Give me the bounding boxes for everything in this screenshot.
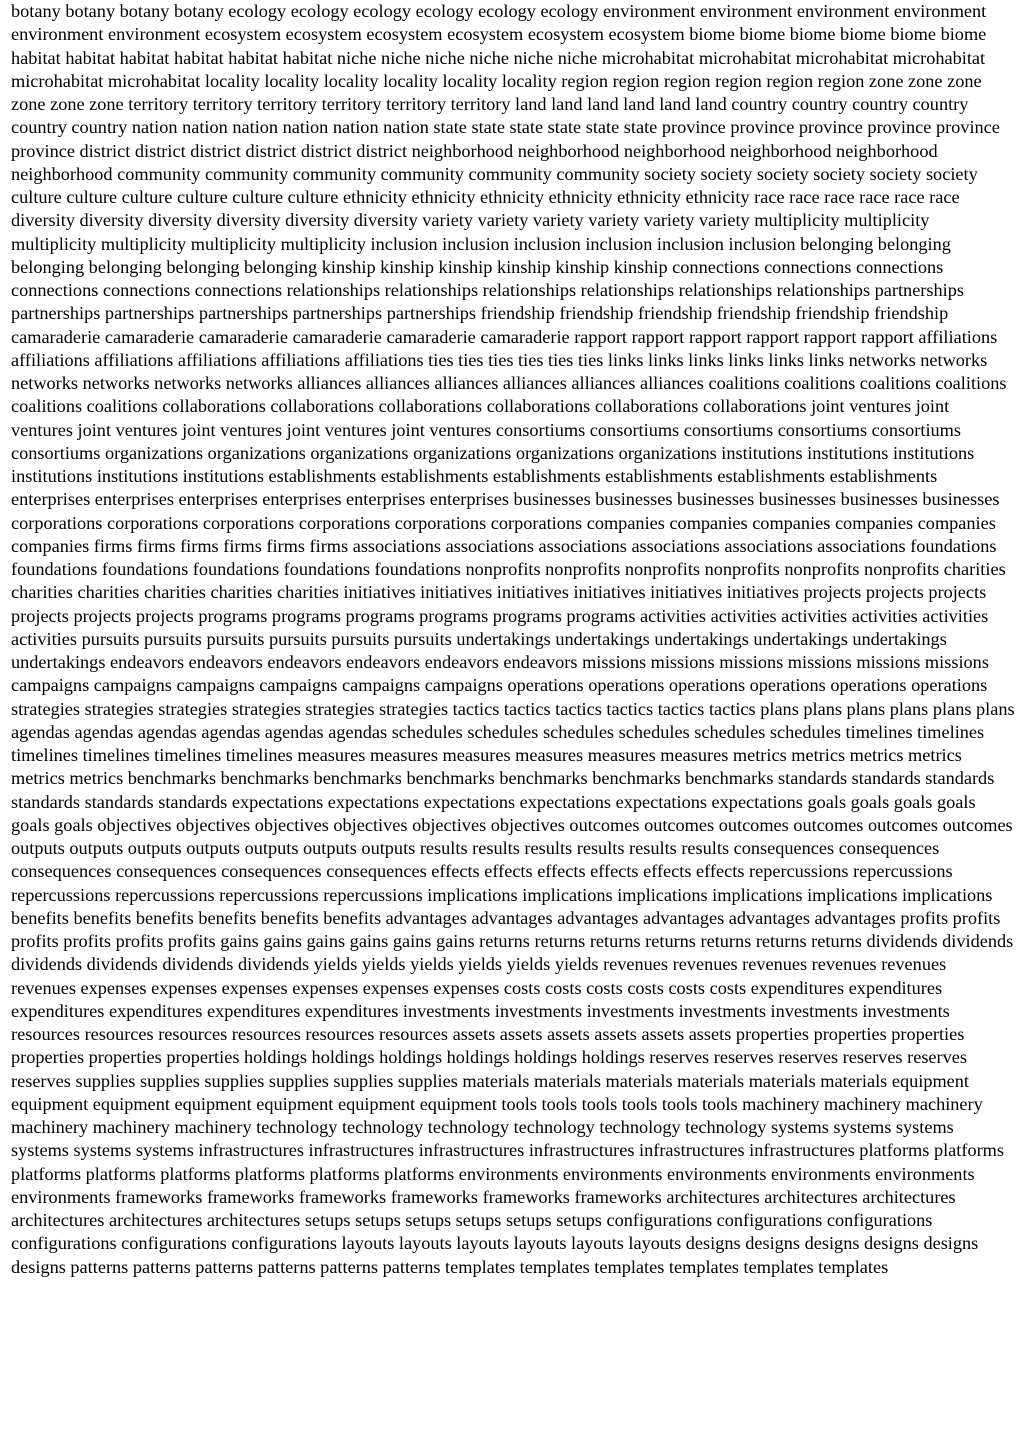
body-text: botany botany botany botany ecology ecology ecology ecology ecology ecology environment environment environment environment environment environment ecosystem ecosystem ecosystem ecosystem ecosystem ecosystem biome biome biome biome biome biome habitat habitat habitat habitat habitat habitat niche niche niche niche niche niche microhabitat microhabitat microhabitat microhabitat microhabitat microhabitat locality locality locality locality locality locality region region region region region region zone zone zone zone zone zone territory territory territory territory territory territory land land land land land land country country country country country country nation nation nation nation nation nation state state state state state state province province province province province province district district district district district district neighborhood neighborhood neighborhood neighborhood neighborhood neighborhood community community community community community community society society society society society society culture culture culture culture culture culture ethnicity ethnicity ethnicity ethnicity ethnicity ethnicity race race race race race race diversity diversity diversity diversity diversity diversity variety variety variety variety variety variety multiplicity multiplicity multiplicity multiplicity multiplicity multiplicity inclusion inclusion inclusion inclusion inclusion inclusion belonging belonging belonging belonging belonging belonging kinship kinship kinship kinship kinship kinship connections connections connections connections connections connections relationships relationships relationships relationships relationships relationships partnerships partnerships partnerships partnerships partnerships partnerships friendship friendship friendship friendship friendship friendship camaraderie camaraderie camaraderie camaraderie camaraderie camaraderie rapport rapport rapport rapport rapport rapport affiliations affiliations affiliations affiliations affiliations affiliations ties ties ties ties ties ties links links links links links links networks networks networks networks networks networks alliances alliances alliances alliances alliances alliances coalitions coalitions coalitions coalitions coalitions coalitions collaborations collaborations collaborations collaborations collaborations collaborations joint ventures joint ventures joint ventures joint ventures joint ventures joint ventures consortiums consortiums consortiums consortiums consortiums consortiums organizations organizations organizations organizations organizations organizations institutions institutions institutions institutions institutions institutions establishments establishments establishments establishments establishments establishments enterprises enterprises enterprises enterprises enterprises enterprises businesses businesses businesses businesses businesses businesses corporations corporations corporations corporations corporations corporations companies companies companies companies companies companies firms firms firms firms firms firms associations associations associations associations associations associations foundations foundations foundations foundations foundations foundations nonprofits nonprofits nonprofits nonprofits nonprofits nonprofits charities charities charities charities charities charities initiatives initiatives initiatives initiatives initiatives initiatives projects projects projects projects projects projects programs programs programs programs programs programs activities activities activities activities activities activities pursuits pursuits pursuits pursuits pursuits pursuits undertakings undertakings undertakings undertakings undertakings undertakings endeavors endeavors endeavors endeavors endeavors endeavors missions missions missions missions missions missions campaigns campaigns campaigns campaigns campaigns campaigns operations operations operations operations operations operations strategies strategies strategies strategies strategies strategies tactics tactics tactics tactics tactics tactics plans plans plans plans plans plans agendas agendas agendas agendas agendas agendas schedules schedules schedules schedules schedules schedules timelines timelines timelines timelines timelines timelines measures measures measures measures measures measures metrics metrics metrics metrics metrics metrics benchmarks benchmarks benchmarks benchmarks benchmarks benchmarks benchmarks standards standards standards standards standards standards expectations expectations expectations expectations expectations expectations goals goals goals goals goals goals objectives objectives objectives objectives objectives objectives outcomes outcomes outcomes outcomes outcomes outcomes outputs outputs outputs outputs outputs outputs outputs results results results results results results consequences consequences consequences consequences consequences consequences effects effects effects effects effects effects repercussions repercussions repercussions repercussions repercussions repercussions implications implications implications implications implications implications benefits benefits benefits benefits benefits benefits advantages advantages advantages advantages advantages advantages profits profits profits profits profits profits gains gains gains gains gains gains returns returns returns returns returns returns returns dividends dividends dividends dividends dividends dividends yields yields yields yields yields yields revenues revenues revenues revenues revenues revenues expenses expenses expenses expenses expenses expenses costs costs costs costs costs costs expenditures expenditures expenditures expenditures expenditures expenditures investments investments investments investments investments investments resources resources resources resources resources resources assets assets assets assets assets assets properties properties properties properties properties properties holdings holdings holdings holdings holdings holdings reserves reserves reserves reserves reserves reserves supplies supplies supplies supplies supplies supplies materials materials materials materials materials materials equipment equipment equipment equipment equipment equipment equipment tools tools tools tools tools tools machinery machinery machinery machinery machinery machinery technology technology technology technology technology technology systems systems systems systems systems systems infrastructures infrastructures infrastructures infrastructures infrastructures infrastructures platforms platforms platforms platforms platforms platforms platforms platforms environments environments environments environments environments environments frameworks frameworks frameworks frameworks frameworks frameworks architectures architectures architectures architectures architectures architectures setups setups setups setups setups setups configurations configurations configurations configurations configurations configurations layouts layouts layouts layouts layouts layouts designs designs designs designs designs designs patterns patterns patterns patterns patterns patterns templates templates templates templates templates templates xyxy=(11,1,1015,1277)
